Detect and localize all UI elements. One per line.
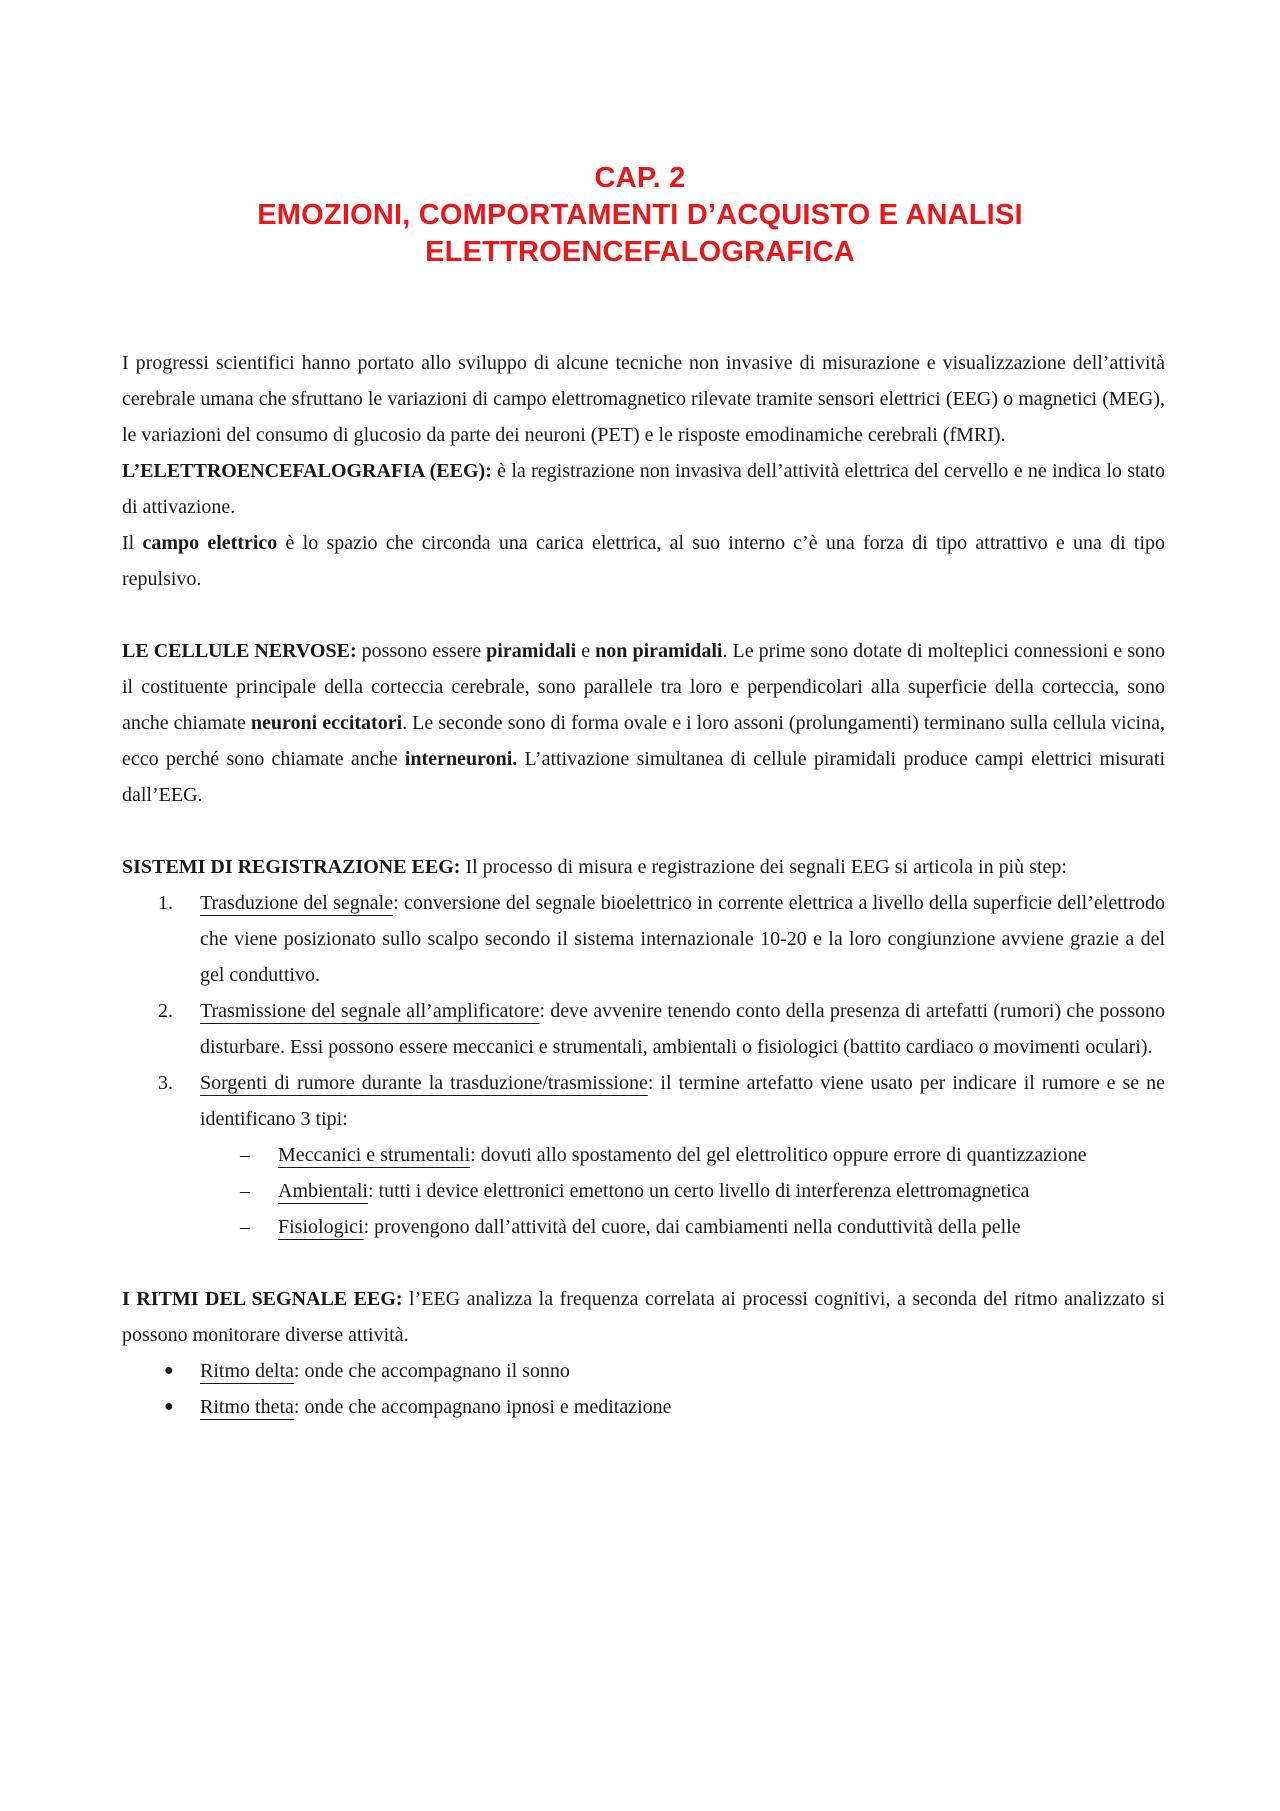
bullet-marker: ●	[164, 1398, 174, 1415]
nerve-cells-text-1: possono essere	[356, 640, 487, 662]
chapter-title-line-2: ELETTROENCEFALOGRAFICA	[425, 236, 855, 268]
term-neuroni-eccitatori: neuroni eccitatori	[250, 712, 403, 734]
nerve-cells-term: LE CELLULE NERVOSE:	[122, 640, 357, 662]
list-item	[122, 1173, 1165, 1209]
term-non-piramidali: non piramidali	[595, 640, 723, 662]
nerve-cells-text-5: L’attivazione simultanea di cellule piramidali produce campi elettrici misurati dall’EEG.	[122, 748, 1166, 806]
rhythm-label: Ritmo theta	[200, 1396, 294, 1418]
noise-text: : dovuti allo spostamento del gel elettrolitico oppure errore di quantizzazione	[470, 1144, 1087, 1166]
noise-text: : tutti i device elettronici emettono un certo livello di interferenza elettromagnetica	[367, 1180, 1030, 1202]
eeg-rhythms-term: I RITMI DEL SEGNALE EEG:	[122, 1288, 403, 1310]
spacer	[122, 1245, 1165, 1281]
recording-systems-text: Il processo di misura e registrazione dei segnali EEG si articola in più step:	[460, 856, 1067, 878]
noise-label: Meccanici e strumentali	[278, 1144, 471, 1166]
nerve-cells-text-4: . Le seconde sono di forma ovale e i loro assoni (prolungamenti) terminano sulla cellula vicina, ecco perché sono chiamate anche	[122, 712, 1165, 770]
rhythms-list	[122, 1353, 1165, 1425]
electric-field-prefix: Il	[122, 532, 143, 554]
nerve-cells-text-3: . Le prime sono dotate di molteplici connessioni e sono il costituente principale della corteccia cerebrale, sono parallele tra loro e perpendicolari alla superficie della corteccia, sono anche chiamate	[122, 640, 1165, 734]
step-text: : deve avvenire tenendo conto della presenza di artefatti (rumori) che possono disturbare. Essi possono essere meccanici e strumentali, ambientali o fisiologici (battito cardiaco o movimenti oculari).	[200, 1000, 1165, 1058]
list-item	[122, 993, 1165, 1065]
step-text: : il termine artefatto viene usato per indicare il rumore e se ne identificano 3 tipi:	[200, 1072, 1165, 1130]
list-item	[122, 1209, 1165, 1245]
chapter-title	[0, 160, 1280, 271]
list-item	[122, 885, 1165, 993]
noise-types-list	[122, 1137, 1165, 1245]
term-interneuroni: interneuroni.	[404, 748, 518, 770]
list-item	[122, 1137, 1165, 1173]
electric-field-text: è lo spazio che circonda una carica elettrica, al suo interno c’è una forza di tipo attrattivo e una di tipo repulsivo.	[122, 532, 1165, 590]
noise-label: Ambientali	[278, 1180, 368, 1202]
chapter-number: CAP. 2	[594, 162, 686, 194]
electric-field-paragraph	[122, 525, 1165, 597]
rhythm-label: Ritmo delta	[200, 1360, 294, 1382]
document-body	[122, 345, 1165, 1425]
recording-systems-paragraph	[122, 849, 1165, 885]
dash-marker: –	[240, 1144, 250, 1166]
list-item	[122, 1353, 1165, 1389]
rhythm-text: : onde che accompagnano ipnosi e meditazione	[293, 1396, 672, 1418]
electric-field-term: campo elettrico	[142, 532, 278, 554]
bullet-marker: ●	[164, 1362, 174, 1379]
list-item	[122, 1065, 1165, 1137]
list-number: 3.	[158, 1072, 173, 1094]
recording-systems-term: SISTEMI DI REGISTRAZIONE EEG:	[122, 856, 461, 878]
step-label: Trasmissione del segnale all’amplificatore	[200, 1000, 540, 1022]
eeg-definition-text: è la registrazione non invasiva dell’attività elettrica del cervello e ne indica lo stato di attivazione.	[122, 460, 1165, 518]
dash-marker: –	[240, 1180, 250, 1202]
step-text: : conversione del segnale bioelettrico in corrente elettrica a livello della superficie dell’elettrodo che viene posizionato sullo scalpo secondo il sistema internazionale 10-20 e la loro congiunzione avviene grazie a del gel conduttivo.	[200, 892, 1165, 986]
noise-label: Fisiologici	[278, 1216, 364, 1238]
list-number: 2.	[158, 1000, 173, 1022]
eeg-term: L’ELETTROENCEFALOGRAFIA (EEG):	[122, 460, 492, 482]
step-label: Sorgenti di rumore durante la trasduzione/trasmissione	[200, 1072, 648, 1094]
spacer	[122, 597, 1165, 633]
nerve-cells-text-2: e	[576, 640, 596, 662]
rhythm-text: : onde che accompagnano il sonno	[293, 1360, 570, 1382]
chapter-title-line-1: EMOZIONI, COMPORTAMENTI D’ACQUISTO E ANALISI	[257, 199, 1023, 231]
eeg-definition-paragraph	[122, 453, 1165, 525]
term-piramidali: piramidali	[486, 640, 577, 662]
spacer	[122, 813, 1165, 849]
list-item	[122, 1389, 1165, 1425]
list-number: 1.	[158, 892, 173, 914]
eeg-rhythms-paragraph	[122, 1281, 1165, 1353]
eeg-rhythms-text: l’EEG analizza la frequenza correlata ai processi cognitivi, a seconda del ritmo analizzato si possono monitorare diverse attività.	[122, 1288, 1165, 1346]
nerve-cells-paragraph	[122, 633, 1165, 813]
noise-text: : provengono dall’attività del cuore, dai cambiamenti nella conduttività della pelle	[363, 1216, 1021, 1238]
recording-steps-list	[122, 885, 1165, 1137]
dash-marker: –	[240, 1216, 250, 1238]
intro-paragraph: I progressi scientifici hanno portato allo sviluppo di alcune tecniche non invasive di misurazione e visualizzazione dell’attività cerebrale umana che sfruttano le variazioni di campo elettromagnetico rilevate tramite sensori elettrici (EEG) o magnetici (MEG), le variazioni del consumo di glucosio da parte dei neuroni (PET) e le risposte emodinamiche cerebrali (fMRI).	[122, 352, 1165, 446]
step-label: Trasduzione del segnale	[200, 892, 394, 914]
